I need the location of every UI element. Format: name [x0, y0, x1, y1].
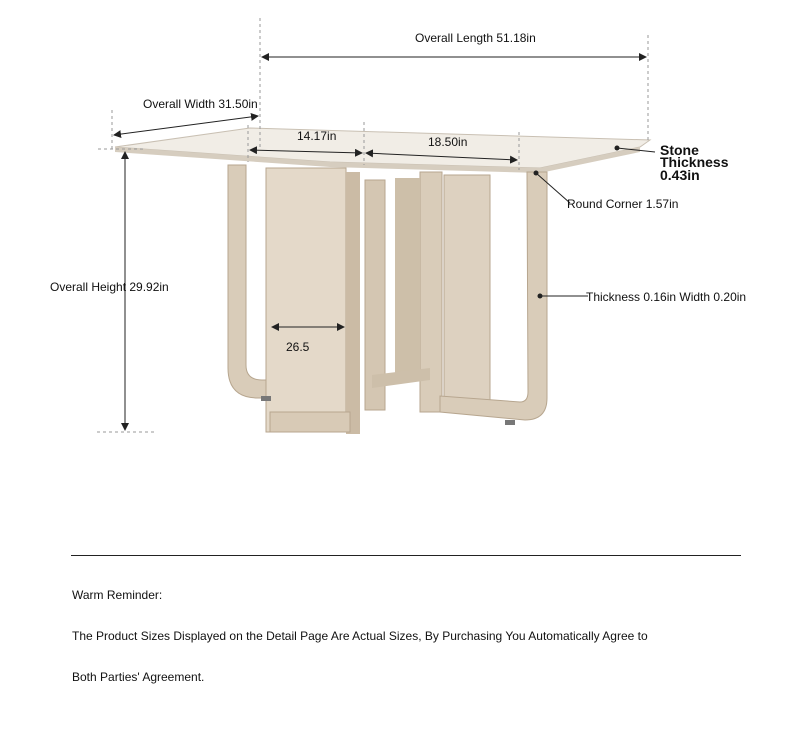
cabinet-base: [270, 412, 350, 432]
stone-label-line2: Thickness: [660, 154, 729, 170]
stone-label-line1: Stone: [660, 142, 699, 158]
overall-length-label: Overall Length 51.18in: [415, 31, 536, 45]
leaf-width-label: 14.17in: [297, 129, 337, 143]
foot: [261, 396, 271, 401]
reminder-title: Warm Reminder:: [72, 588, 163, 602]
foot: [505, 420, 515, 425]
left-cabinet: [266, 168, 346, 432]
leg-dot: [538, 294, 543, 299]
overall-height-label: Overall Height 29.92in: [50, 280, 169, 294]
reminder-line-2: Both Parties' Agreement.: [72, 670, 205, 684]
reminder-line-1: The Product Sizes Displayed on the Detail Page Are Actual Sizes, By Purchasing You Automatically Agree to: [72, 629, 648, 643]
round-corner-label: Round Corner 1.57in: [567, 197, 679, 211]
leg-spec-label: Thickness 0.16in Width 0.20in: [586, 290, 747, 304]
stone-dot: [615, 146, 620, 151]
left-cabinet-side: [346, 172, 360, 434]
cabinet-width-label: 26.5: [286, 340, 310, 354]
mid-panel: [395, 178, 420, 378]
divider: [71, 555, 741, 556]
center-width-label: 18.50in: [428, 135, 468, 149]
right-panel: [444, 175, 490, 400]
dining-table-illustration: [115, 128, 650, 434]
corner-dot: [534, 171, 539, 176]
stone-label-line3: 0.43in: [660, 167, 700, 183]
overall-width-label: Overall Width 31.50in: [143, 97, 258, 111]
